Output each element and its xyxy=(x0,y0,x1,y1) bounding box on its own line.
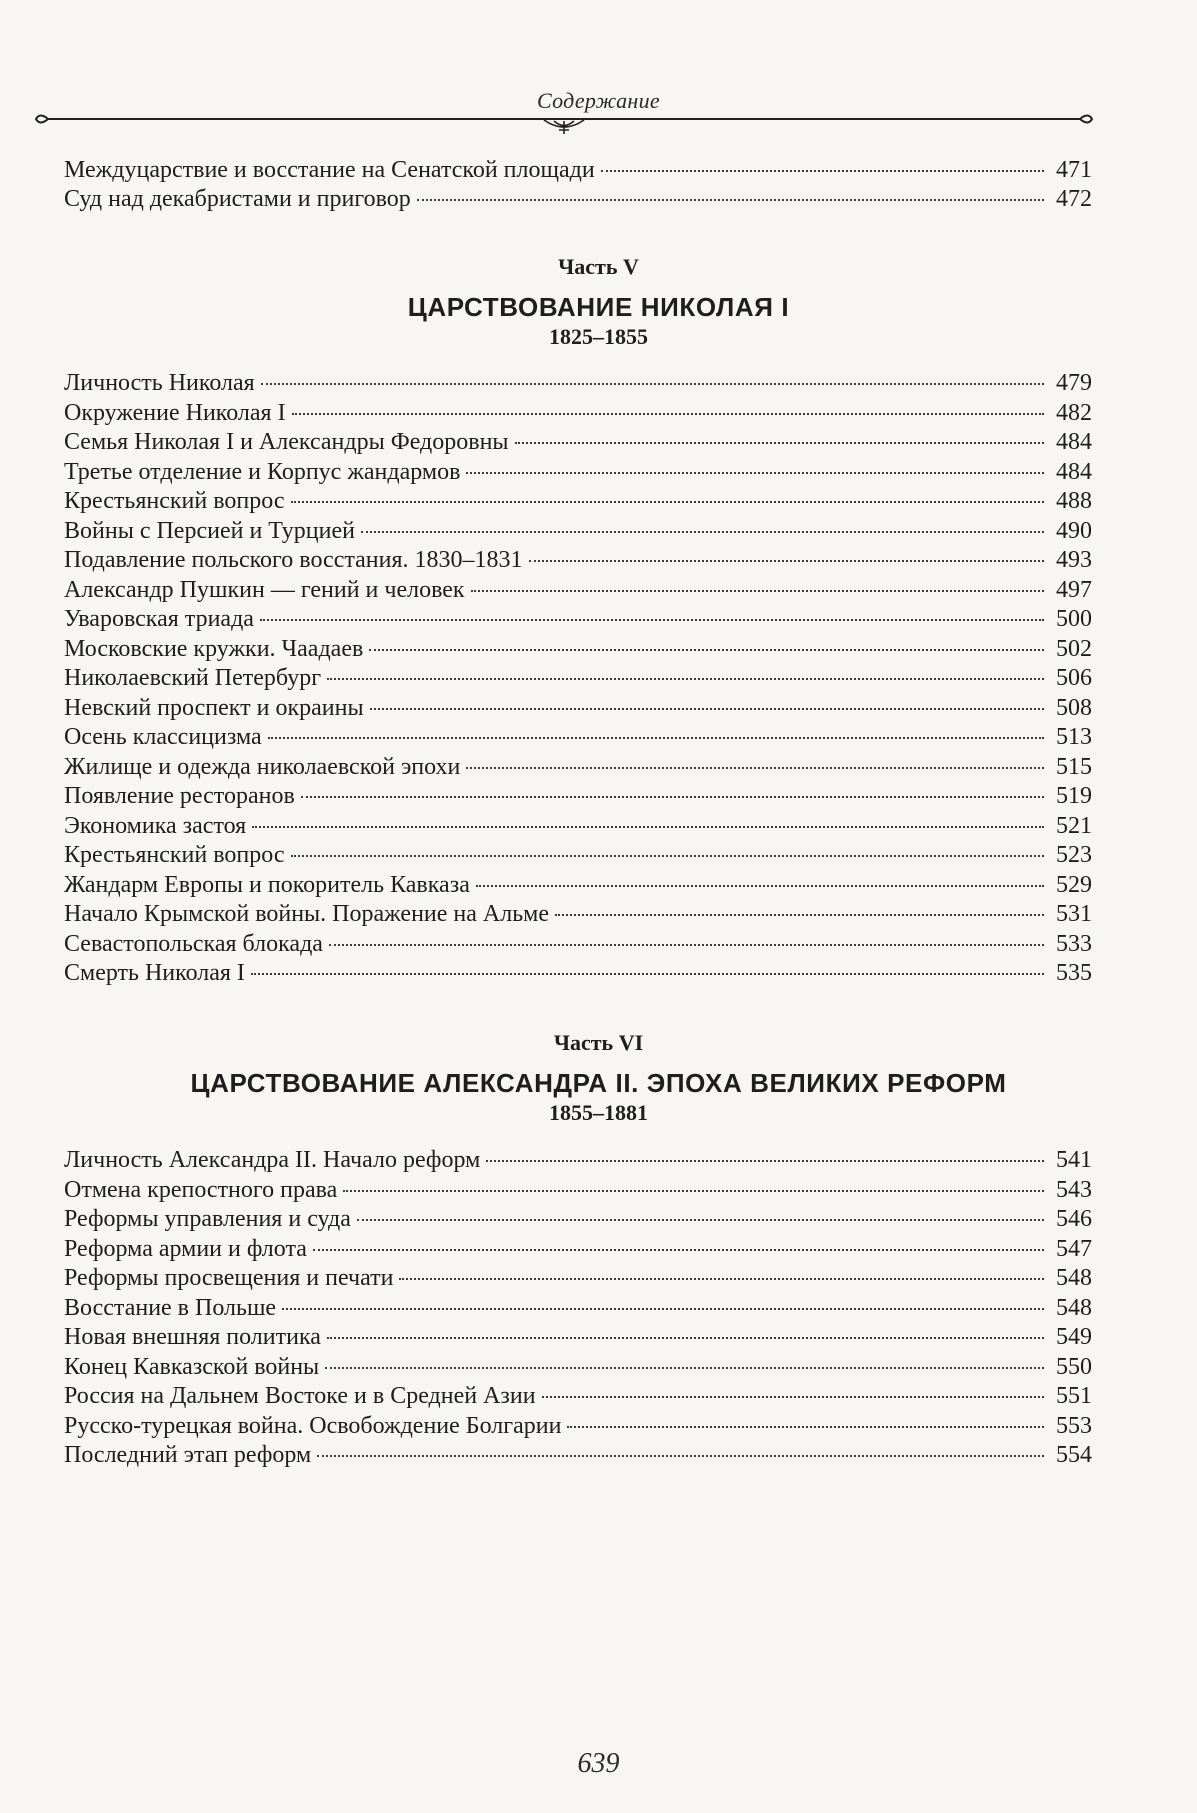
toc-entry[interactable]: Экономика застоя 521 xyxy=(64,813,1092,839)
toc-entry[interactable]: Реформы просвещения и печати 548 xyxy=(64,1265,1092,1291)
part-label: Часть V xyxy=(558,254,639,279)
toc-entry[interactable]: Личность Николая 479 xyxy=(64,370,1092,396)
toc-entry[interactable]: Крестьянский вопрос 488 xyxy=(64,488,1092,514)
toc-entry[interactable]: Крестьянский вопрос 523 xyxy=(64,842,1092,868)
toc-entry[interactable]: Последний этап реформ 554 xyxy=(64,1442,1092,1468)
toc-entry[interactable]: Отмена крепостного права 543 xyxy=(64,1177,1092,1203)
part-title: ЦАРСТВОВАНИЕ НИКОЛАЯ I xyxy=(407,292,790,322)
toc-entry[interactable]: Александр Пушкин — гений и человек 497 xyxy=(64,577,1092,603)
toc-entry[interactable]: Войны с Персией и Турцией 490 xyxy=(64,518,1092,544)
running-header: Содержание xyxy=(536,88,660,113)
part-years: 1825–1855 xyxy=(549,324,648,349)
toc-entry[interactable]: Севастопольская блокада 533 xyxy=(64,931,1092,957)
toc-entry[interactable]: Жандарм Европы и покоритель Кавказа 529 xyxy=(64,872,1092,898)
toc-entry[interactable]: Конец Кавказской войны 550 xyxy=(64,1354,1092,1380)
toc-entry[interactable]: Междуцарствие и восстание на Сенатской площади 471 xyxy=(64,157,1092,183)
toc-entry[interactable]: Начало Крымской войны. Поражение на Альме 531 xyxy=(64,901,1092,927)
toc-entry[interactable]: Смерть Николая I 535 xyxy=(64,960,1092,986)
toc-entry[interactable]: Личность Александра II. Начало реформ 541 xyxy=(64,1147,1092,1173)
toc-entry[interactable]: Подавление польского восстания. 1830–1831 493 xyxy=(64,547,1092,573)
toc-entry[interactable]: Уваровская триада 500 xyxy=(64,606,1092,632)
toc-entry[interactable]: Россия на Дальнем Востоке и в Средней Азии 551 xyxy=(64,1383,1092,1409)
toc-entry[interactable]: Николаевский Петербург 506 xyxy=(64,665,1092,691)
toc-entry[interactable]: Восстание в Польше 548 xyxy=(64,1295,1092,1321)
toc-entry[interactable]: Жилище и одежда николаевской эпохи 515 xyxy=(64,754,1092,780)
part-title: ЦАРСТВОВАНИЕ АЛЕКСАНДРА II. ЭПОХА ВЕЛИКИХ РЕФОРМ xyxy=(190,1068,1007,1098)
toc-entry[interactable]: Окружение Николая I 482 xyxy=(64,400,1092,426)
toc-entry[interactable]: Новая внешняя политика 549 xyxy=(64,1324,1092,1350)
toc-entry[interactable]: Реформа армии и флота 547 xyxy=(64,1236,1092,1262)
toc-entry[interactable]: Появление ресторанов 519 xyxy=(64,783,1092,809)
part-label: Часть VI xyxy=(553,1030,644,1055)
toc-entry[interactable]: Реформы управления и суда 546 xyxy=(64,1206,1092,1232)
toc-entry[interactable]: Московские кружки. Чаадаев 502 xyxy=(64,636,1092,662)
toc-entry[interactable]: Суд над декабристами и приговор 472 xyxy=(64,186,1092,212)
ornamental-rule xyxy=(34,104,1094,144)
toc-entry[interactable]: Невский проспект и окраины 508 xyxy=(64,695,1092,721)
page-number: 639 xyxy=(577,1748,620,1779)
part-years: 1855–1881 xyxy=(549,1100,648,1125)
toc-entry[interactable]: Русско-турецкая война. Освобождение Болгарии 553 xyxy=(64,1413,1092,1439)
toc-entry[interactable]: Семья Николая I и Александры Федоровны 484 xyxy=(64,429,1092,455)
toc-entry[interactable]: Третье отделение и Корпус жандармов 484 xyxy=(64,459,1092,485)
toc-entry[interactable]: Осень классицизма 513 xyxy=(64,724,1092,750)
